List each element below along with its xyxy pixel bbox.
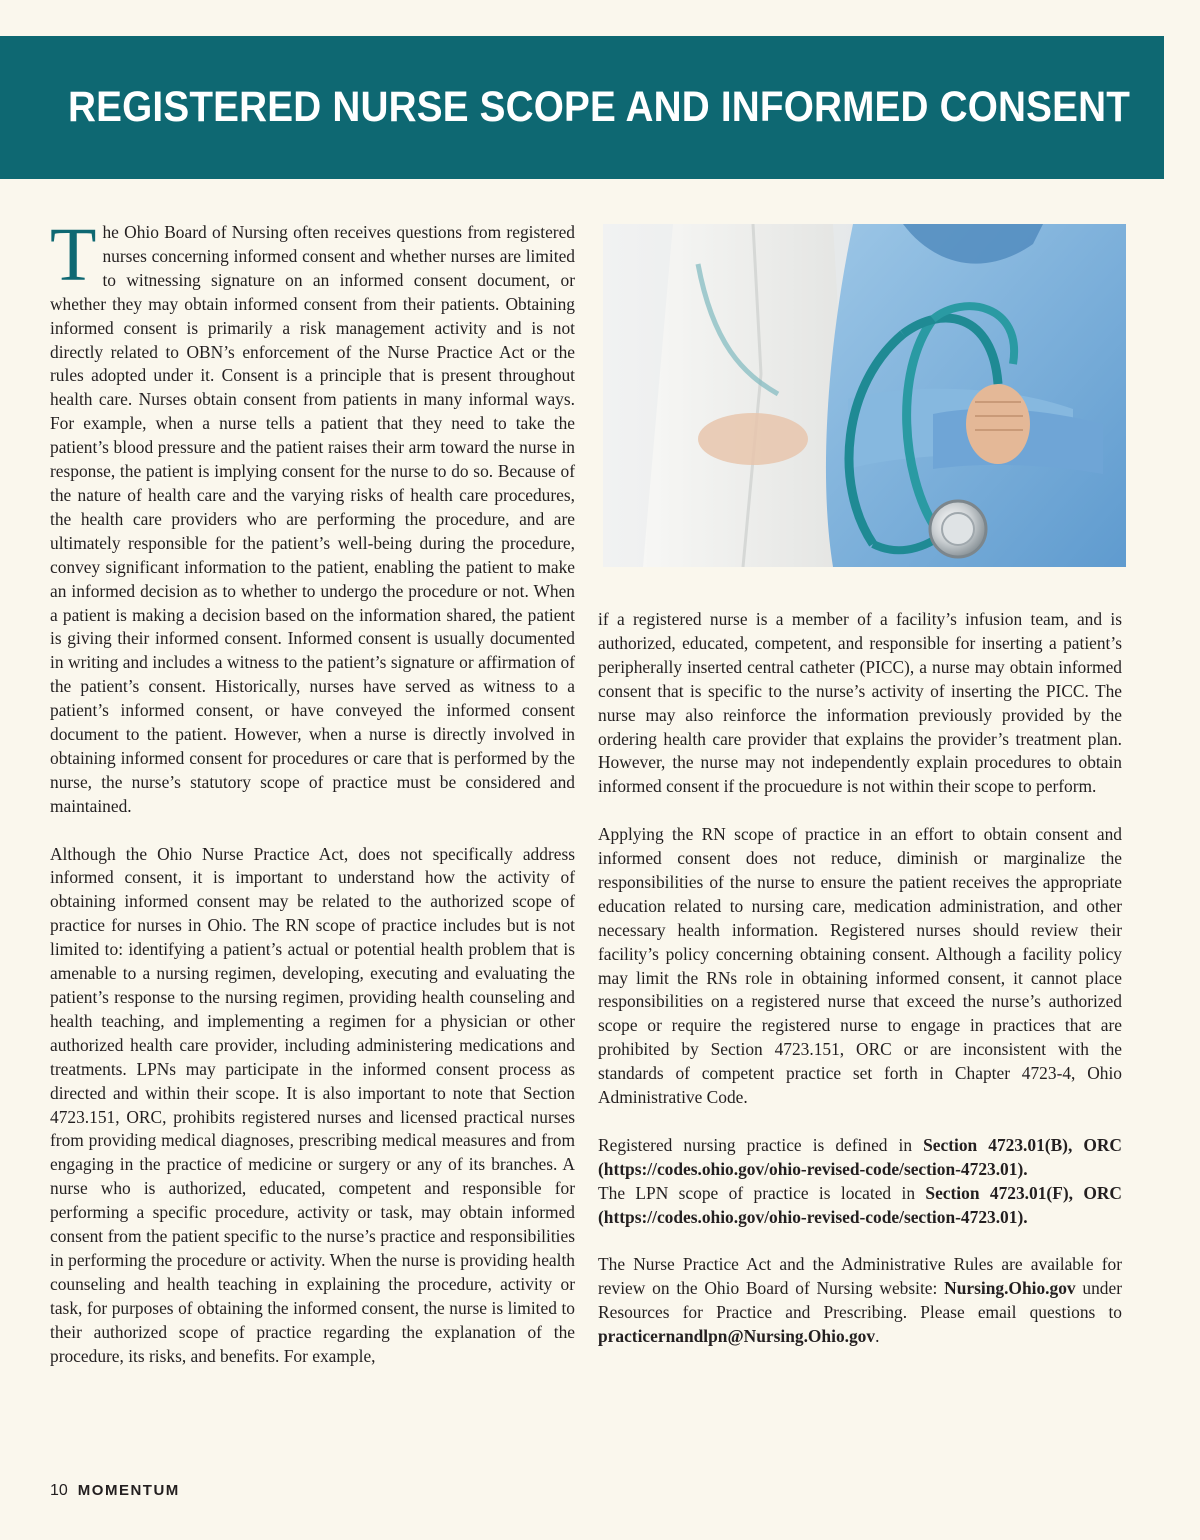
page-number: 10 xyxy=(50,1482,68,1499)
page-title: REGISTERED NURSE SCOPE AND INFORMED CONSENT xyxy=(68,83,1131,131)
lpn-reference-intro: The LPN scope of practice is located in xyxy=(598,1182,926,1203)
article-paragraph-2-continued: if a registered nurse is a member of a facility’s infusion team, and is authorized, educated, competent, and responsible for inserting a patient’s peripherally inserted central catheter (PICC), a nurse may obtain informed consent that is specific to the nurse’s activity of inserting the PICC. The nurse may also reinforce the information previously provided by the ordering health care provider that explains the provider’s treatment plan. However, the nurse may not independently explain procedures to obtain informed consent if the procuedure is not within their scope to perform. xyxy=(598,609,1122,797)
page-footer xyxy=(50,1482,180,1500)
article-paragraph-3: Applying the RN scope of practice in an effort to obtain consent and informed consent does not reduce, diminish or marginalize the responsibilities of the nurse to ensure the patient receives the appropriate education related to nursing care, medication administration, and other necessary health information. Registered nurses should review their facility’s policy concerning obtaining consent. Although a facility policy may limit the RNs role in obtaining informed consent, it cannot place responsibilities on a registered nurse that exceed the nurse’s authorized scope or require the registered nurse to engage in practices that are prohibited by Section 4723.151, ORC or are inconsistent with the standards of competent practice set forth in Chapter 4723-4, Ohio Administrative Code. xyxy=(598,824,1122,1108)
article-column-right xyxy=(598,608,1122,1373)
lpn-reference-link[interactable]: Section 4723.01(F), ORC (https://codes.ohio.gov/ohio-revised-code/section-4723.01). xyxy=(598,1182,1122,1227)
paragraph-1-text: he Ohio Board of Nursing often receives questions from registered nurses concerning informed consent and whether nurses are limited to witnessing signature on an informed consent document, or whether they may obtain informed consent from their patients. Obtaining informed consent is primarily a risk management activity and is not directly related to OBN’s enforcement of the Nurse Practice Act or the rules adopted under it. Consent is a principle that is present throughout health care. Nurses obtain consent from patients in many informal ways. For example, when a nurse tells a patient that they need to take the patient’s blood pressure and the patient raises their arm toward the nurse in response, the patient is implying consent for the nurse to do so. Because of the nature of health care and the varying risks of health care procedures, the health care providers who are performing the procedure, and are ultimately responsible for the patient’s well-being during the procedure, convey significant information to the patient, enabling the patient to make an informed decision as to whether to undergo the procedure or not. When a patient is making a decision based on the information shared, the patient is giving their informed consent. Informed consent is usually documented in writing and includes a witness to the patient’s signature or affirmation of the patient’s consent. Historically, nurses have served as witness to a patient’s informed consent, or have conveyed the informed consent document to the patient. However, when a nurse is directly involved in obtaining informed consent for procedures or care that is performed by the nurse, the nurse’s statutory scope of practice must be considered and maintained. xyxy=(50,222,575,816)
rn-reference-link[interactable]: Section 4723.01(B), ORC (https://codes.ohio.gov/ohio-revised-code/section-4723.01). xyxy=(598,1134,1122,1179)
contact-end: . xyxy=(875,1326,880,1347)
article-paragraph-contact xyxy=(598,1253,1122,1349)
article-paragraph-2: Although the Ohio Nurse Practice Act, does not specifically address informed consent, it is important to understand how the activity of obtaining informed consent may be related to the authorized scope of practice for nurses in Ohio. The RN scope of practice includes but is not limited to: identifying a patient’s actual or potential health problem that is amenable to a nursing regimen, developing, executing and evaluating the patient’s response to the nursing regimen, providing health counseling and health teaching, and implementing a regimen for a physician or other authorized health care provider, including administering medications and treatments. LPNs may participate in the informed consent process as directed and within their scope. It is also important to note that Section 4723.151, ORC, prohibits registered nurses and licensed practical nurses from providing medical diagnoses, prescribing medical measures and from engaging in the practice of medicine or surgery or any of its branches. A nurse who is authorized, educated, competent and responsible for performing a specific procedure, activity or task, may obtain informed consent from the patient specific to the nurse’s practice and responsibilities in performing the procedure or activity. When the nurse is providing health counseling and health teaching in explaining the procedure, activity or task, for purposes of obtaining the informed consent, the nurse is limited to their authorized scope of practice regarding the explanation of the procedure, its risks, and benefits. For example, xyxy=(50,843,575,1366)
title-banner xyxy=(0,36,1164,179)
email-link[interactable]: practicernandlpn@Nursing.Ohio.gov xyxy=(598,1326,876,1347)
drop-cap: T xyxy=(50,213,97,297)
contact-intro: The Nurse Practice Act and the Administrative Rules are available for review on the Ohio Board of Nursing website: xyxy=(598,1254,1122,1299)
nurses-stethoscope-photo xyxy=(603,224,1126,567)
article-paragraph-1 xyxy=(50,213,575,819)
website-link[interactable]: Nursing.Ohio.gov xyxy=(944,1278,1076,1299)
rn-reference-intro: Registered nursing practice is defined in xyxy=(598,1134,924,1155)
article-column-left xyxy=(50,213,575,1392)
contact-middle: under Resources for Practice and Prescribing. Please email questions to xyxy=(598,1278,1122,1323)
article-paragraph-references xyxy=(598,1134,1122,1230)
magazine-name: MOMENTUM xyxy=(77,1482,180,1499)
